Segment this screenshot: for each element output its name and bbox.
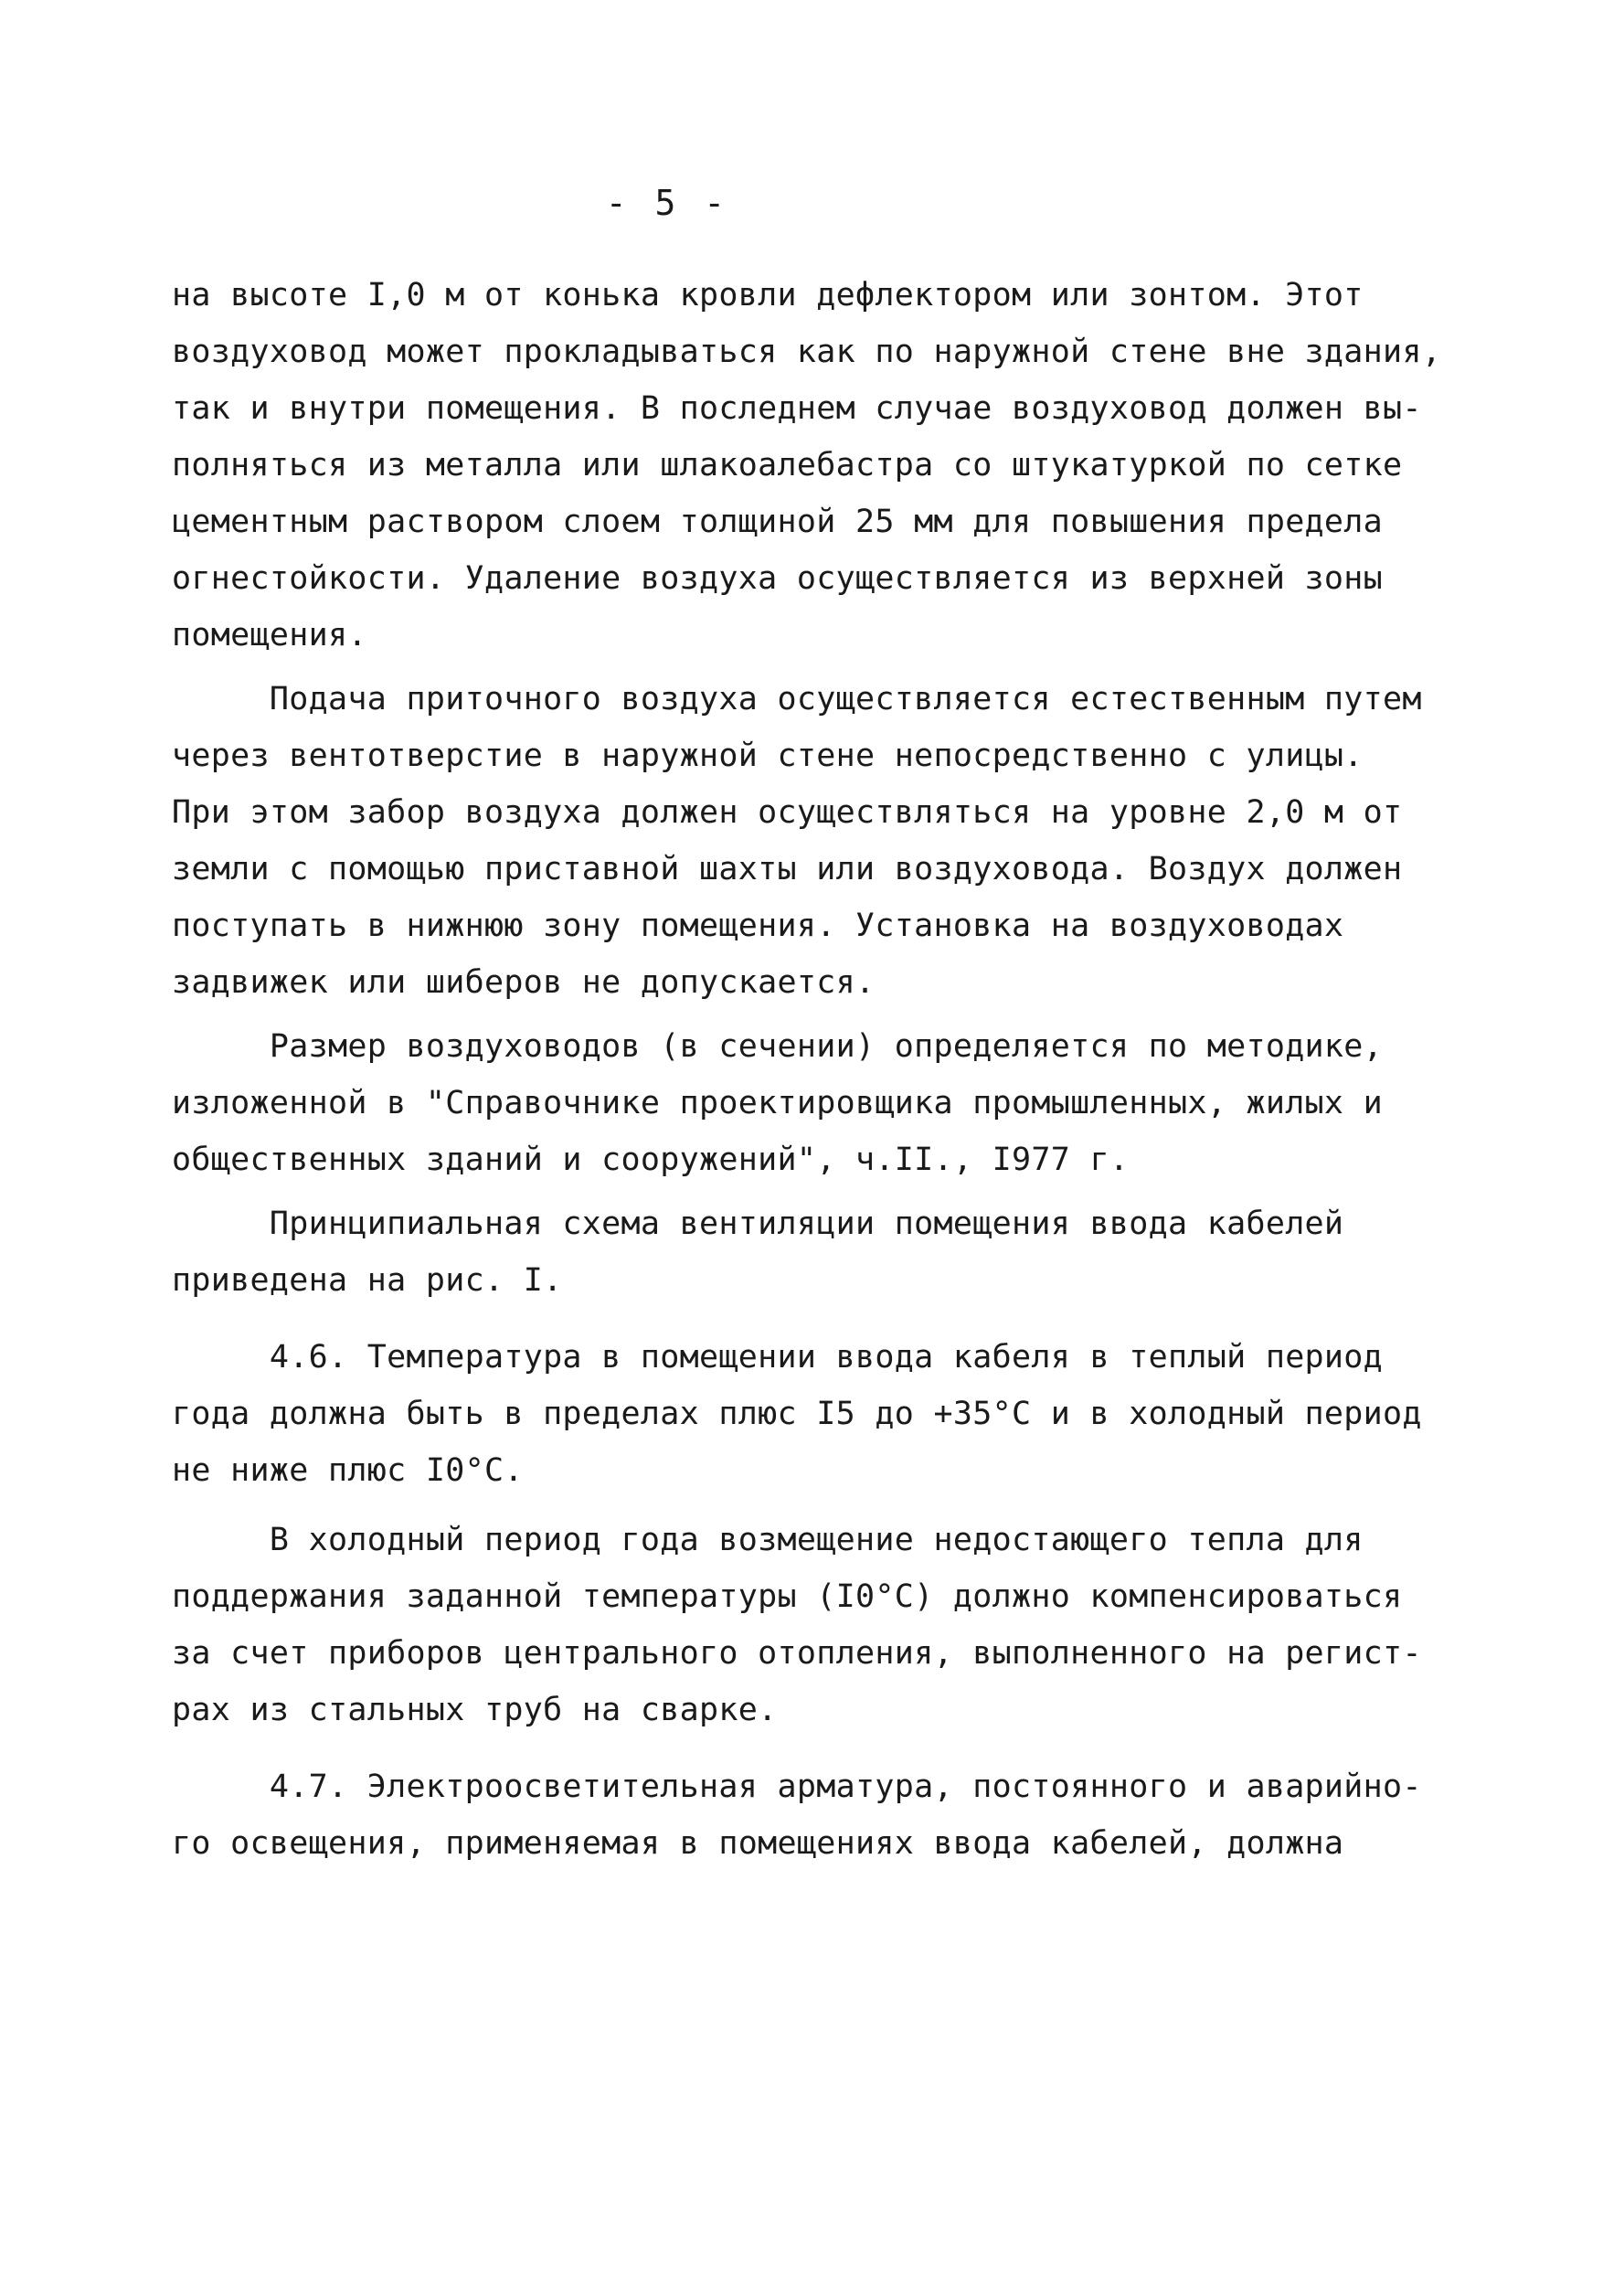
- text-line: за счет приборов центрального отопления, выполненного на регист-: [172, 1635, 1422, 1672]
- paragraph-cold-period: [172, 1512, 1422, 1738]
- text-line: цементным раствором слоем толщиной 25 мм для повышения предела: [172, 504, 1384, 540]
- text-line: полняться из металла или шлакоалебастра со штукатуркой по сетке: [172, 447, 1403, 483]
- section-4-7: [172, 1758, 1422, 1872]
- paragraph-air-duct: [172, 267, 1442, 664]
- text-line: 4.7. Электроосветительная арматура, постоянного и аварийно-: [172, 1769, 1422, 1805]
- paragraph-scheme: [172, 1195, 1360, 1309]
- text-line: В холодный период года возмещение недостающего тепла для: [172, 1522, 1364, 1558]
- text-line: не ниже плюс I0°С.: [172, 1452, 524, 1489]
- text-line: на высоте I,0 м от конька кровли дефлектором или зонтом. Этот: [172, 277, 1364, 313]
- paragraph-supply-air: [172, 671, 1422, 1011]
- text-line: При этом забор воздуха должен осуществляться на уровне 2,0 м от: [172, 794, 1403, 831]
- text-line: поступать в нижнюю зону помещения. Установка на воздуховодах: [172, 908, 1344, 944]
- text-line: помещения.: [172, 617, 367, 653]
- text-line: Подача приточного воздуха осуществляется естественным путем: [172, 681, 1422, 717]
- text-line: Размер воздуховодов (в сечении) определяется по методике,: [172, 1028, 1384, 1065]
- text-line: го освещения, применяемая в помещениях ввода кабелей, должна: [172, 1825, 1344, 1862]
- text-line: рах из стальных труб на сварке.: [172, 1692, 778, 1728]
- text-line: так и внутри помещения. В последнем случае воздуховод должен вы-: [172, 390, 1422, 427]
- page-number: - 5 -: [605, 183, 729, 223]
- text-line: Принципиальная схема вентиляции помещения ввода кабелей: [172, 1206, 1344, 1242]
- document-body: [172, 267, 1442, 1872]
- text-line: задвижек или шиберов не допускается.: [172, 964, 876, 1001]
- text-line: поддержания заданной температуры (I0°С) должно компенсироваться: [172, 1578, 1403, 1615]
- text-line: через вентотверстие в наружной стене непосредственно с улицы.: [172, 738, 1364, 774]
- paragraph-duct-size: [172, 1018, 1384, 1188]
- text-line: 4.6. Температура в помещении ввода кабеля в теплый период: [172, 1339, 1384, 1376]
- text-line: изложенной в "Справочнике проектировщика промышленных, жилых и: [172, 1085, 1384, 1121]
- text-line: воздуховод может прокладываться как по наружной стене вне здания,: [172, 334, 1442, 370]
- text-line: земли с помощью приставной шахты или воздуховода. Воздух должен: [172, 851, 1403, 887]
- text-line: года должна быть в пределах плюс I5 до +35°С и в холодный период: [172, 1396, 1422, 1432]
- text-line: огнестойкости. Удаление воздуха осуществляется из верхней зоны: [172, 560, 1384, 597]
- section-4-6: [172, 1329, 1422, 1499]
- text-line: приведена на рис. I.: [172, 1262, 563, 1299]
- text-line: общественных зданий и сооружений", ч.II., I977 г.: [172, 1142, 1130, 1178]
